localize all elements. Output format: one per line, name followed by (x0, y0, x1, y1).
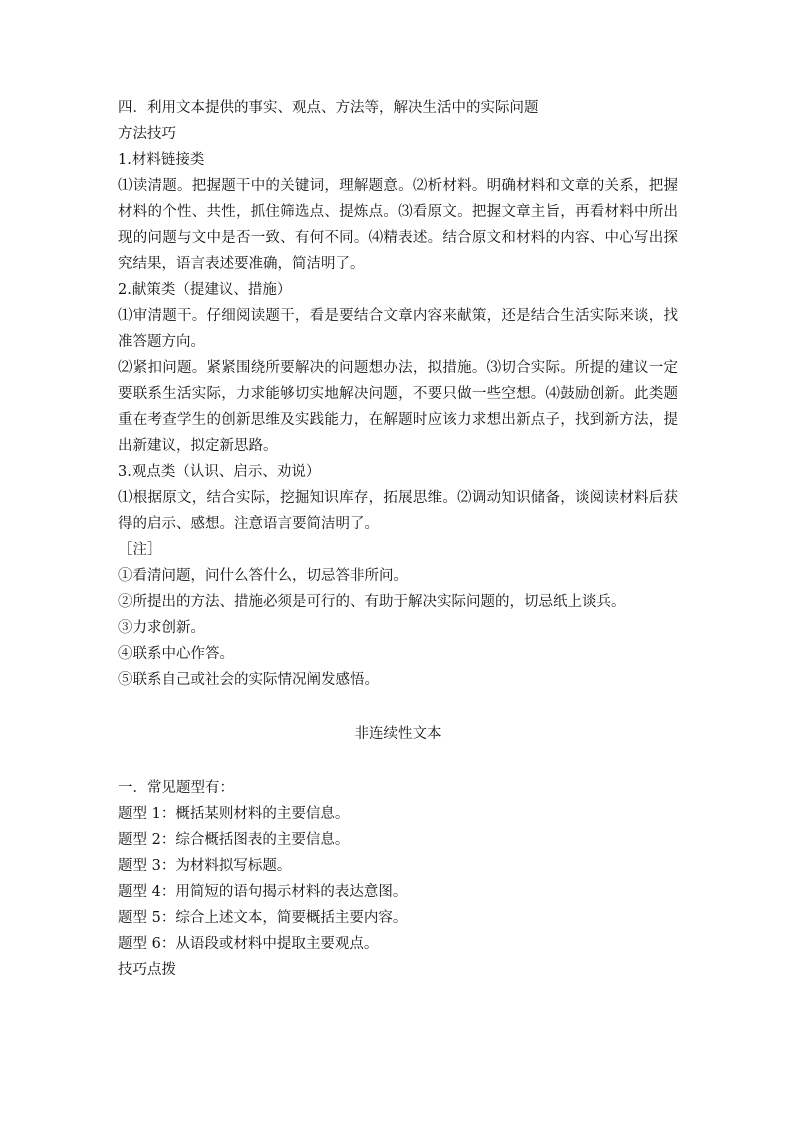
category-body: ⑵紧扣问题。紧紧围绕所要解决的问题想办法，拟措施。⑶切合实际。所提的建议一定要联系生活实际，力求能够切实地解决问题，不要只做一些空想。⑷鼓励创新。此类题重在考查学生的创新思维及实践能力，在解题时应该力求想出新点子，找到新方法，提出新建议，拟定新思路。 (118, 360, 678, 454)
document-body (118, 95, 678, 983)
category-title: 3.观点类（认识、启示、劝说） (118, 464, 321, 480)
section-title: 非连续性文本 (354, 726, 442, 742)
tips-label: 方法技巧 (118, 126, 176, 142)
question-type: 题型 2：综合概括图表的主要信息。 (118, 832, 350, 848)
question-type: 题型 6：从语段或材料中提取主要观点。 (118, 936, 379, 952)
spacer (118, 747, 678, 775)
category-title: 1.材料链接类 (118, 152, 205, 168)
category-body: ⑴审清题干。仔细阅读题干，看是要结合文章内容来献策，还是结合生活实际来谈，找准答题方向。 (118, 308, 678, 350)
note-item: ③力求创新。 (118, 620, 205, 636)
category-body: ⑴根据原文，结合实际，挖掘知识库存，拓展思维。⑵调动知识储备，谈阅读材料后获得的启示、感想。注意语言要简洁明了。 (118, 490, 678, 532)
category-title: 2.献策类（提建议、措施） (118, 282, 292, 298)
note-item: ②所提出的方法、措施必须是可行的、有助于解决实际问题的，切忌纸上谈兵。 (118, 594, 626, 610)
tips-label: 技巧点拨 (118, 962, 176, 978)
question-type: 题型 3：为材料拟写标题。 (118, 858, 292, 874)
category-body: ⑴读清题。把握题干中的关键词，理解题意。⑵析材料。明确材料和文章的关系，把握材料的个性、共性，抓住筛选点、提炼点。⑶看原文。把握文章主旨，再看材料中所出现的问题与文中是否一致、有何不同。⑷精表述。结合原文和材料的内容、中心写出探究结果，语言表述要准确，简洁明了。 (118, 178, 678, 272)
section-heading: 四．利用文本提供的事实、观点、方法等，解决生活中的实际问题 (118, 100, 539, 116)
question-type: 题型 5：综合上述文本，简要概括主要内容。 (118, 910, 408, 926)
note-item: ④联系中心作答。 (118, 646, 234, 662)
spacer (118, 693, 678, 721)
note-item: ⑤联系自己或社会的实际情况阐发感悟。 (118, 672, 379, 688)
sub-heading: 一．常见题型有： (118, 780, 234, 796)
question-type: 题型 1：概括某则材料的主要信息。 (118, 806, 350, 822)
question-type: 题型 4：用简短的语句揭示材料的表达意图。 (118, 884, 408, 900)
note-item: ①看清问题，问什么答什么，切忌答非所问。 (118, 568, 408, 584)
note-label: ［注］ (118, 542, 162, 558)
